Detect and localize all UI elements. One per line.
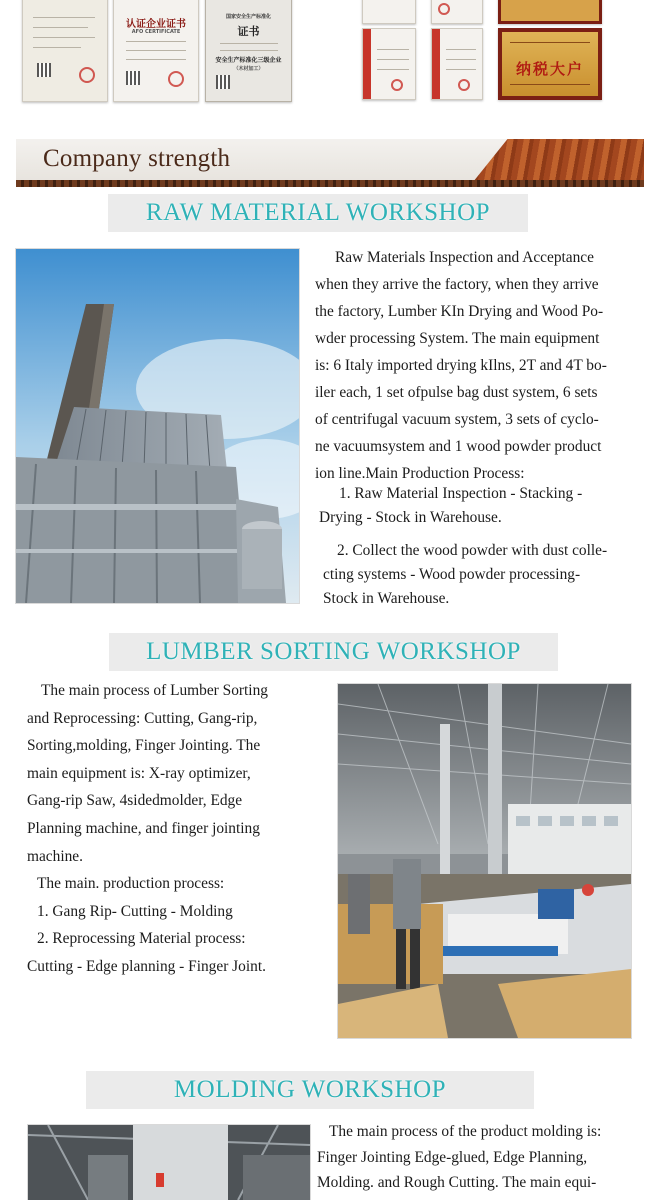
raw-material-heading: RAW MATERIAL WORKSHOP — [108, 194, 528, 232]
afo-subtitle: AFO CERTIFICATE — [131, 29, 181, 35]
safety-sub: （木材加工） — [233, 66, 264, 72]
lumber-line-7: machine. — [27, 847, 83, 865]
lumber-sorting-heading: LUMBER SORTING WORKSHOP — [109, 633, 558, 671]
certificate-afo — [113, 0, 199, 102]
seal-icon — [168, 71, 184, 87]
raw-line-4: wder processing System. The main equipment — [315, 330, 600, 347]
lumber-line-3: Sorting,molding, Finger Jointing. The — [27, 737, 261, 755]
lumber-line-6: Planning machine, and finger jointing — [27, 819, 260, 837]
lumber-line-4: main equipment is: X-ray optimizer, — [27, 764, 251, 782]
lumber-sorting-description — [27, 677, 327, 981]
safety-header: 国家安全生产标准化 — [225, 14, 271, 20]
raw-line-2: when they arrive the factory, when they arrive — [315, 276, 599, 293]
step2-line-3: Stock in Warehouse. — [323, 590, 450, 607]
raw-line-5: is: 6 Italy imported drying kIlns, 2T and 4T bo- — [315, 357, 607, 374]
banner-divider — [16, 180, 644, 187]
raw-line-9: ion line.Main Production Process: — [315, 465, 525, 482]
raw-line-1: Raw Materials Inspection and Acceptance — [335, 249, 594, 266]
lumber-line-10: 2. Reprocessing Material process: — [37, 930, 246, 948]
qr-code-icon — [37, 63, 51, 77]
step1-line-2: Drying - Stock in Warehouse. — [319, 509, 502, 526]
raw-line-7: of centrifugal vacuum system, 3 sets of cyclo- — [315, 411, 599, 428]
molding-description — [317, 1119, 647, 1196]
certificate-small-1 — [362, 0, 416, 24]
lumber-line-9: 1. Gang Rip- Cutting - Molding — [37, 902, 233, 920]
molding-workshop-photo — [28, 1125, 310, 1200]
qr-code-icon — [126, 71, 140, 85]
raw-line-6: iler each, 1 set ofpulse bag dust system, 6 sets — [315, 384, 598, 401]
qr-code-icon — [216, 75, 230, 89]
lumber-line-8: The main. production process: — [37, 875, 225, 893]
molding-line-3: Molding. and Rough Cutting. The main equi- — [317, 1174, 597, 1191]
step1-line-1: 1. Raw Material Inspection - Stacking - — [339, 485, 583, 502]
molding-line-1: The main process of the product molding is: — [329, 1123, 602, 1140]
seal-icon — [391, 79, 403, 91]
afo-title: 认证企业证书 — [126, 19, 186, 30]
taxpayer-title: 纳税大户 — [515, 60, 584, 78]
lumber-line-1: The main process of Lumber Sorting — [41, 682, 268, 699]
certificate-license — [22, 0, 108, 102]
certificate-plaque-top — [498, 0, 602, 24]
factory-chimney-photo — [16, 249, 299, 603]
lumber-line-2: and Reprocessing: Cutting, Gang-rip, — [27, 709, 258, 727]
certificate-red-1 — [362, 28, 416, 100]
certificate-small-2 — [431, 0, 483, 24]
seal-icon — [438, 3, 450, 15]
step2-line-1: 2. Collect the wood powder with dust colle- — [337, 542, 608, 559]
molding-line-2: Finger Jointing Edge-glued, Edge Planning, — [317, 1148, 588, 1166]
seal-icon — [458, 79, 470, 91]
raw-line-8: ne vacuumsystem and 1 wood powder product — [315, 438, 602, 455]
raw-material-step-1 — [319, 482, 641, 530]
raw-material-step-2 — [323, 539, 641, 611]
safety-body: 安全生产标准化三级企业 — [215, 57, 282, 64]
step2-line-2: cting systems - Wood powder processing- — [323, 566, 581, 583]
certificates-strip — [0, 0, 661, 106]
company-strength-title: Company strength — [43, 145, 231, 172]
raw-line-3: the factory, Lumber KIn Drying and Wood Po- — [315, 303, 604, 320]
raw-material-description — [315, 244, 641, 487]
certificate-taxpayer-plaque — [498, 28, 602, 100]
certificate-red-2 — [431, 28, 483, 100]
seal-icon — [79, 67, 95, 83]
company-strength-banner — [16, 139, 644, 187]
safety-title: 证书 — [237, 25, 260, 38]
workshop-machines-photo — [338, 684, 631, 1038]
lumber-line-11: Cutting - Edge planning - Finger Joint. — [27, 957, 266, 975]
lumber-line-5: Gang-rip Saw, 4sidedmolder, Edge — [27, 792, 243, 810]
molding-heading: MOLDING WORKSHOP — [86, 1071, 534, 1109]
certificate-safety — [205, 0, 292, 102]
